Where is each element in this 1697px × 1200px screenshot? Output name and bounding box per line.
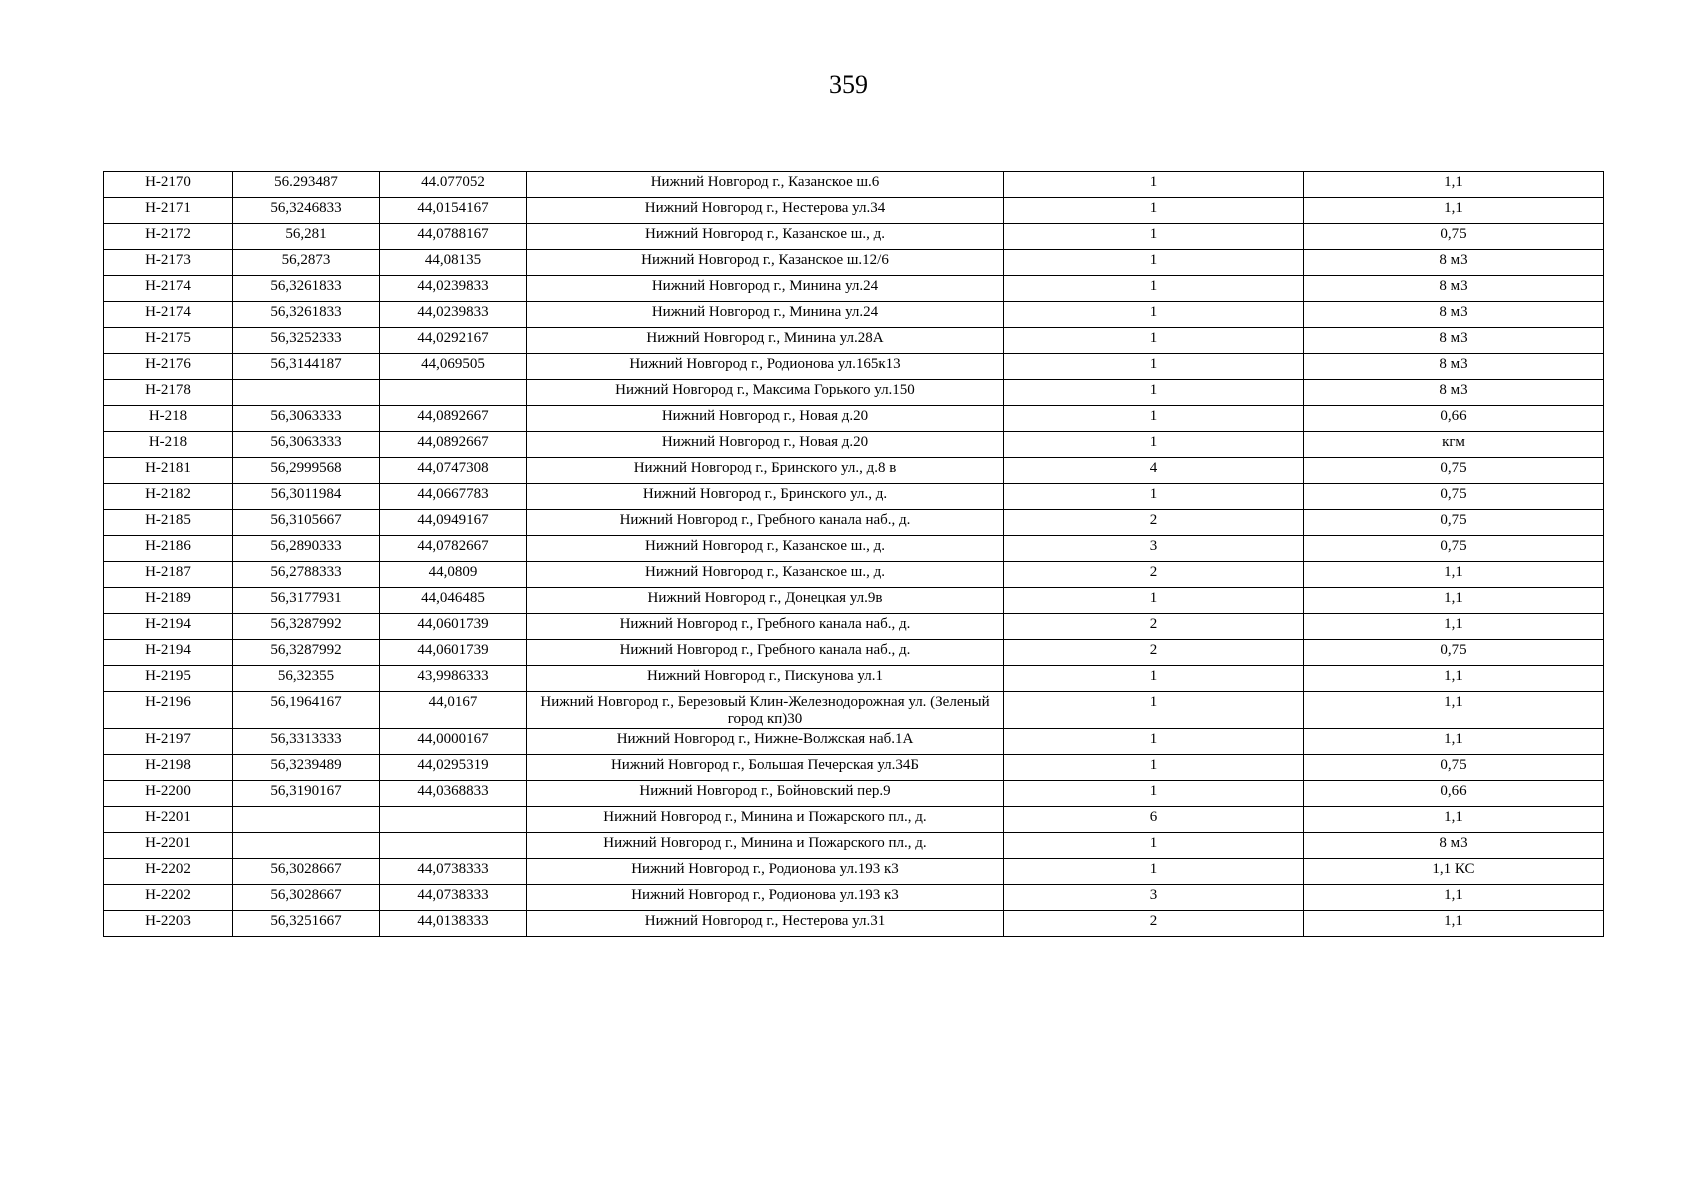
- cell-volume: 8 м3: [1304, 380, 1604, 406]
- cell-longitude: [380, 833, 527, 859]
- cell-count: 1: [1004, 484, 1304, 510]
- cell-address: Нижний Новгород г., Минина ул.24: [527, 302, 1004, 328]
- table-row: [104, 859, 1604, 885]
- cell-latitude: 56,3251667: [233, 911, 380, 937]
- cell-longitude: 44,0601739: [380, 640, 527, 666]
- cell-latitude: 56,3313333: [233, 729, 380, 755]
- cell-id: Н-2174: [104, 302, 233, 328]
- cell-count: 2: [1004, 640, 1304, 666]
- cell-count: 6: [1004, 807, 1304, 833]
- cell-address: Нижний Новгород г., Родионова ул.193 к3: [527, 885, 1004, 911]
- cell-address: Нижний Новгород г., Родионова ул.165к13: [527, 354, 1004, 380]
- cell-longitude: [380, 380, 527, 406]
- cell-latitude: 56,2890333: [233, 536, 380, 562]
- cell-count: 1: [1004, 781, 1304, 807]
- cell-id: Н-2186: [104, 536, 233, 562]
- cell-count: 1: [1004, 692, 1304, 729]
- table-row: [104, 833, 1604, 859]
- cell-id: Н-2200: [104, 781, 233, 807]
- cell-id: Н-2195: [104, 666, 233, 692]
- cell-latitude: 56,1964167: [233, 692, 380, 729]
- cell-latitude: [233, 380, 380, 406]
- cell-volume: 1,1: [1304, 666, 1604, 692]
- cell-latitude: 56,3190167: [233, 781, 380, 807]
- cell-id: Н-2198: [104, 755, 233, 781]
- cell-latitude: 56,3261833: [233, 302, 380, 328]
- cell-address: Нижний Новгород г., Нижне-Волжская наб.1А: [527, 729, 1004, 755]
- cell-count: 2: [1004, 614, 1304, 640]
- cell-address: Нижний Новгород г., Гребного канала наб., д.: [527, 640, 1004, 666]
- cell-volume: 0,66: [1304, 406, 1604, 432]
- cell-id: Н-2178: [104, 380, 233, 406]
- table-row: [104, 885, 1604, 911]
- cell-address: Нижний Новгород г., Родионова ул.193 к3: [527, 859, 1004, 885]
- cell-id: Н-2171: [104, 198, 233, 224]
- cell-latitude: 56,32355: [233, 666, 380, 692]
- cell-longitude: 44,0809: [380, 562, 527, 588]
- cell-id: Н-2174: [104, 276, 233, 302]
- cell-address: Нижний Новгород г., Бойновский пер.9: [527, 781, 1004, 807]
- cell-address: Нижний Новгород г., Минина и Пожарского пл., д.: [527, 833, 1004, 859]
- cell-volume: 1,1: [1304, 885, 1604, 911]
- cell-longitude: 44,0788167: [380, 224, 527, 250]
- cell-latitude: 56,3144187: [233, 354, 380, 380]
- cell-volume: 0,75: [1304, 536, 1604, 562]
- cell-id: Н-2202: [104, 885, 233, 911]
- cell-address: Нижний Новгород г., Пискунова ул.1: [527, 666, 1004, 692]
- cell-longitude: 44,046485: [380, 588, 527, 614]
- cell-latitude: 56,2999568: [233, 458, 380, 484]
- cell-longitude: 44,0892667: [380, 406, 527, 432]
- cell-id: Н-2182: [104, 484, 233, 510]
- cell-longitude: 44,0000167: [380, 729, 527, 755]
- table-row: [104, 198, 1604, 224]
- table-row: [104, 692, 1604, 729]
- cell-id: Н-2176: [104, 354, 233, 380]
- cell-longitude: 44,0738333: [380, 859, 527, 885]
- cell-id: Н-218: [104, 432, 233, 458]
- cell-longitude: 44,0747308: [380, 458, 527, 484]
- cell-longitude: 44,0667783: [380, 484, 527, 510]
- cell-count: 1: [1004, 729, 1304, 755]
- cell-count: 1: [1004, 588, 1304, 614]
- page-number: 359: [829, 70, 868, 99]
- cell-latitude: 56,2873: [233, 250, 380, 276]
- table-row: [104, 380, 1604, 406]
- cell-count: 1: [1004, 666, 1304, 692]
- cell-count: 1: [1004, 380, 1304, 406]
- cell-id: Н-218: [104, 406, 233, 432]
- cell-volume: 8 м3: [1304, 302, 1604, 328]
- cell-address: Нижний Новгород г., Минина ул.28А: [527, 328, 1004, 354]
- cell-latitude: [233, 833, 380, 859]
- table-row: [104, 640, 1604, 666]
- cell-count: 1: [1004, 354, 1304, 380]
- cell-count: 1: [1004, 755, 1304, 781]
- cell-latitude: 56,3246833: [233, 198, 380, 224]
- cell-address: Нижний Новгород г., Казанское ш., д.: [527, 224, 1004, 250]
- cell-address: Нижний Новгород г., Казанское ш.12/6: [527, 250, 1004, 276]
- cell-address: Нижний Новгород г., Бринского ул., д.: [527, 484, 1004, 510]
- cell-latitude: 56,3028667: [233, 859, 380, 885]
- table-row: [104, 666, 1604, 692]
- cell-longitude: 44,0368833: [380, 781, 527, 807]
- table-row: [104, 354, 1604, 380]
- table-row: [104, 458, 1604, 484]
- table-row: [104, 328, 1604, 354]
- cell-longitude: 44,069505: [380, 354, 527, 380]
- cell-count: 1: [1004, 833, 1304, 859]
- cell-address: Нижний Новгород г., Бринского ул., д.8 в: [527, 458, 1004, 484]
- cell-id: Н-2194: [104, 614, 233, 640]
- cell-latitude: 56,3028667: [233, 885, 380, 911]
- table-row: [104, 536, 1604, 562]
- cell-address: Нижний Новгород г., Казанское ш., д.: [527, 536, 1004, 562]
- cell-count: 1: [1004, 198, 1304, 224]
- cell-longitude: 44,0239833: [380, 276, 527, 302]
- table-row: [104, 614, 1604, 640]
- cell-latitude: 56,2788333: [233, 562, 380, 588]
- cell-count: 3: [1004, 536, 1304, 562]
- data-table: [103, 171, 1604, 937]
- cell-id: Н-2175: [104, 328, 233, 354]
- cell-id: Н-2170: [104, 172, 233, 198]
- cell-longitude: 44,0601739: [380, 614, 527, 640]
- table-row: [104, 755, 1604, 781]
- table-row: [104, 432, 1604, 458]
- cell-id: Н-2203: [104, 911, 233, 937]
- cell-count: 2: [1004, 510, 1304, 536]
- cell-latitude: 56,3177931: [233, 588, 380, 614]
- cell-volume: кгм: [1304, 432, 1604, 458]
- cell-address: Нижний Новгород г., Гребного канала наб., д.: [527, 614, 1004, 640]
- cell-id: Н-2172: [104, 224, 233, 250]
- cell-count: 1: [1004, 859, 1304, 885]
- cell-longitude: 44,0782667: [380, 536, 527, 562]
- cell-count: 4: [1004, 458, 1304, 484]
- cell-latitude: [233, 807, 380, 833]
- cell-address: Нижний Новгород г., Казанское ш.6: [527, 172, 1004, 198]
- cell-id: Н-2189: [104, 588, 233, 614]
- cell-volume: 1,1: [1304, 562, 1604, 588]
- cell-count: 1: [1004, 172, 1304, 198]
- cell-count: 1: [1004, 276, 1304, 302]
- cell-volume: 0,75: [1304, 484, 1604, 510]
- cell-address: Нижний Новгород г., Нестерова ул.31: [527, 911, 1004, 937]
- cell-longitude: 44,0154167: [380, 198, 527, 224]
- table-row: [104, 911, 1604, 937]
- table-row: [104, 562, 1604, 588]
- cell-latitude: 56,281: [233, 224, 380, 250]
- cell-latitude: 56,3011984: [233, 484, 380, 510]
- cell-latitude: 56,3287992: [233, 614, 380, 640]
- table-row: [104, 588, 1604, 614]
- cell-address: Нижний Новгород г., Нестерова ул.34: [527, 198, 1004, 224]
- cell-longitude: 44,0738333: [380, 885, 527, 911]
- cell-id: Н-2201: [104, 807, 233, 833]
- cell-count: 1: [1004, 224, 1304, 250]
- cell-latitude: 56,3105667: [233, 510, 380, 536]
- cell-id: Н-2197: [104, 729, 233, 755]
- table-row: [104, 729, 1604, 755]
- cell-longitude: 43,9986333: [380, 666, 527, 692]
- cell-count: 2: [1004, 562, 1304, 588]
- cell-address: Нижний Новгород г., Казанское ш., д.: [527, 562, 1004, 588]
- cell-address: Нижний Новгород г., Минина и Пожарского пл., д.: [527, 807, 1004, 833]
- cell-longitude: 44,0949167: [380, 510, 527, 536]
- cell-volume: 8 м3: [1304, 250, 1604, 276]
- cell-volume: 1,1: [1304, 198, 1604, 224]
- cell-longitude: 44.077052: [380, 172, 527, 198]
- cell-id: Н-2202: [104, 859, 233, 885]
- cell-longitude: 44,0167: [380, 692, 527, 729]
- cell-volume: 1,1: [1304, 588, 1604, 614]
- cell-address: Нижний Новгород г., Березовый Клин-Железнодорожная ул. (Зеленый город кп)30: [527, 692, 1004, 729]
- cell-volume: 0,75: [1304, 224, 1604, 250]
- cell-id: Н-2181: [104, 458, 233, 484]
- cell-count: 1: [1004, 406, 1304, 432]
- cell-volume: 1,1: [1304, 911, 1604, 937]
- cell-address: Нижний Новгород г., Донецкая ул.9в: [527, 588, 1004, 614]
- cell-volume: 0,75: [1304, 510, 1604, 536]
- table-row: [104, 484, 1604, 510]
- cell-id: Н-2196: [104, 692, 233, 729]
- cell-longitude: 44,0295319: [380, 755, 527, 781]
- cell-count: 1: [1004, 432, 1304, 458]
- table-row: [104, 276, 1604, 302]
- cell-volume: 1,1: [1304, 614, 1604, 640]
- cell-volume: 8 м3: [1304, 833, 1604, 859]
- table-row: [104, 172, 1604, 198]
- cell-longitude: 44,0239833: [380, 302, 527, 328]
- cell-address: Нижний Новгород г., Большая Печерская ул.34Б: [527, 755, 1004, 781]
- cell-latitude: 56,3063333: [233, 432, 380, 458]
- cell-volume: 1,1: [1304, 172, 1604, 198]
- cell-address: Нижний Новгород г., Новая д.20: [527, 432, 1004, 458]
- cell-latitude: 56,3287992: [233, 640, 380, 666]
- cell-id: Н-2185: [104, 510, 233, 536]
- cell-count: 1: [1004, 250, 1304, 276]
- cell-volume: 1,1: [1304, 807, 1604, 833]
- table-row: [104, 224, 1604, 250]
- cell-address: Нижний Новгород г., Гребного канала наб., д.: [527, 510, 1004, 536]
- cell-id: Н-2201: [104, 833, 233, 859]
- table-row: [104, 807, 1604, 833]
- cell-longitude: 44,0892667: [380, 432, 527, 458]
- cell-volume: 1,1: [1304, 692, 1604, 729]
- cell-volume: 1,1 КС: [1304, 859, 1604, 885]
- cell-latitude: 56,3261833: [233, 276, 380, 302]
- cell-volume: 8 м3: [1304, 328, 1604, 354]
- cell-latitude: 56,3063333: [233, 406, 380, 432]
- cell-count: 1: [1004, 302, 1304, 328]
- table-row: [104, 510, 1604, 536]
- table-row: [104, 250, 1604, 276]
- cell-volume: 0,75: [1304, 640, 1604, 666]
- cell-longitude: 44,0138333: [380, 911, 527, 937]
- cell-id: Н-2187: [104, 562, 233, 588]
- table-row: [104, 302, 1604, 328]
- table-row: [104, 781, 1604, 807]
- cell-volume: 8 м3: [1304, 276, 1604, 302]
- cell-volume: 0,75: [1304, 755, 1604, 781]
- cell-count: 1: [1004, 328, 1304, 354]
- table-body: [104, 172, 1604, 937]
- cell-longitude: 44,0292167: [380, 328, 527, 354]
- cell-id: Н-2173: [104, 250, 233, 276]
- cell-id: Н-2194: [104, 640, 233, 666]
- cell-count: 3: [1004, 885, 1304, 911]
- cell-latitude: 56,3252333: [233, 328, 380, 354]
- cell-latitude: 56,3239489: [233, 755, 380, 781]
- cell-count: 2: [1004, 911, 1304, 937]
- cell-address: Нижний Новгород г., Максима Горького ул.150: [527, 380, 1004, 406]
- cell-volume: 1,1: [1304, 729, 1604, 755]
- cell-address: Нижний Новгород г., Новая д.20: [527, 406, 1004, 432]
- cell-volume: 0,66: [1304, 781, 1604, 807]
- cell-longitude: [380, 807, 527, 833]
- cell-address: Нижний Новгород г., Минина ул.24: [527, 276, 1004, 302]
- cell-volume: 0,75: [1304, 458, 1604, 484]
- cell-volume: 8 м3: [1304, 354, 1604, 380]
- cell-longitude: 44,08135: [380, 250, 527, 276]
- cell-latitude: 56.293487: [233, 172, 380, 198]
- table-row: [104, 406, 1604, 432]
